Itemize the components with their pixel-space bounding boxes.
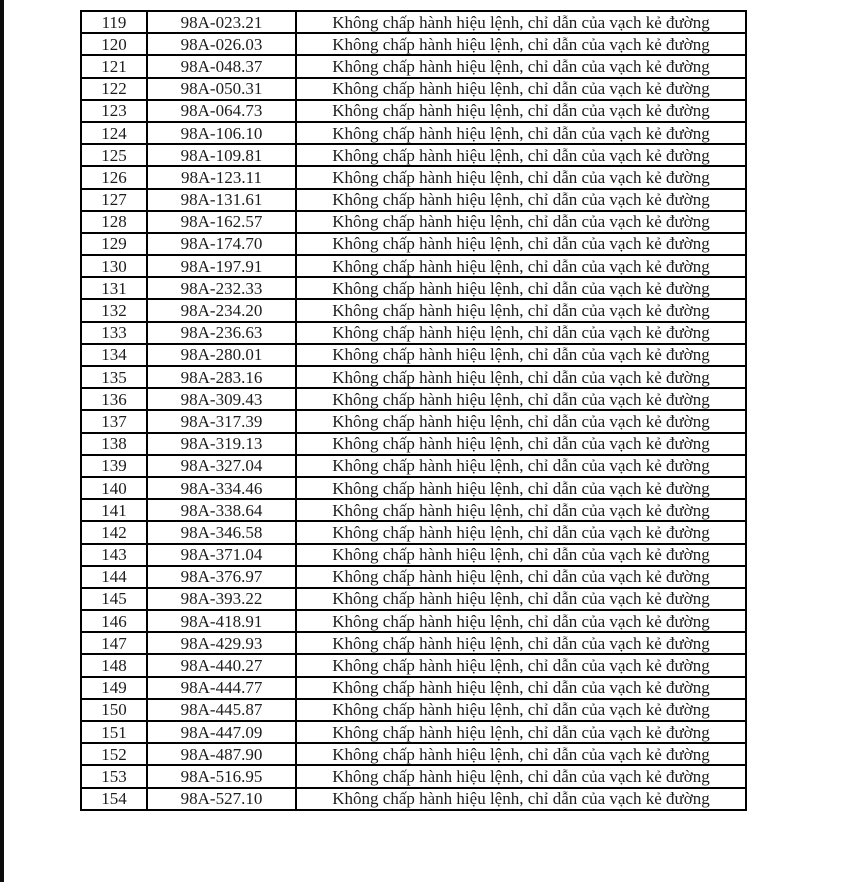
table-row: [81, 632, 746, 654]
table-row: [81, 699, 746, 721]
table-row: [81, 122, 746, 144]
row-number-cell: 124: [81, 122, 147, 144]
row-number-cell: 119: [81, 11, 147, 33]
row-number-cell: 153: [81, 765, 147, 787]
violation-cell: Không chấp hành hiệu lệnh, chỉ dẫn của vạch kẻ đường: [296, 410, 746, 432]
row-number-cell: 125: [81, 144, 147, 166]
row-number-cell: 121: [81, 55, 147, 77]
violation-table: [80, 10, 747, 811]
table-row: [81, 499, 746, 521]
violation-cell: Không chấp hành hiệu lệnh, chỉ dẫn của vạch kẻ đường: [296, 765, 746, 787]
table-row: [81, 654, 746, 676]
plate-cell: 98A-371.04: [147, 544, 296, 566]
row-number-cell: 144: [81, 566, 147, 588]
plate-cell: 98A-429.93: [147, 632, 296, 654]
row-number-cell: 134: [81, 344, 147, 366]
plate-cell: 98A-109.81: [147, 144, 296, 166]
violation-cell: Không chấp hành hiệu lệnh, chỉ dẫn của vạch kẻ đường: [296, 699, 746, 721]
plate-cell: 98A-516.95: [147, 765, 296, 787]
table-row: [81, 211, 746, 233]
row-number-cell: 133: [81, 322, 147, 344]
row-number-cell: 151: [81, 721, 147, 743]
table-row: [81, 144, 746, 166]
table-row: [81, 299, 746, 321]
row-number-cell: 123: [81, 100, 147, 122]
table-row: [81, 55, 746, 77]
row-number-cell: 152: [81, 743, 147, 765]
table-row: [81, 166, 746, 188]
violation-cell: Không chấp hành hiệu lệnh, chỉ dẫn của vạch kẻ đường: [296, 566, 746, 588]
table-row: [81, 544, 746, 566]
violation-cell: Không chấp hành hiệu lệnh, chỉ dẫn của vạch kẻ đường: [296, 100, 746, 122]
violation-cell: Không chấp hành hiệu lệnh, chỉ dẫn của vạch kẻ đường: [296, 743, 746, 765]
violation-cell: Không chấp hành hiệu lệnh, chỉ dẫn của vạch kẻ đường: [296, 455, 746, 477]
row-number-cell: 147: [81, 632, 147, 654]
violation-cell: Không chấp hành hiệu lệnh, chỉ dẫn của vạch kẻ đường: [296, 122, 746, 144]
row-number-cell: 145: [81, 588, 147, 610]
violation-cell: Không chấp hành hiệu lệnh, chỉ dẫn của vạch kẻ đường: [296, 166, 746, 188]
row-number-cell: 129: [81, 233, 147, 255]
plate-cell: 98A-064.73: [147, 100, 296, 122]
plate-cell: 98A-334.46: [147, 477, 296, 499]
plate-cell: 98A-346.58: [147, 521, 296, 543]
table-row: [81, 677, 746, 699]
plate-cell: 98A-418.91: [147, 610, 296, 632]
plate-cell: 98A-283.16: [147, 366, 296, 388]
plate-cell: 98A-393.22: [147, 588, 296, 610]
row-number-cell: 128: [81, 211, 147, 233]
table-row: [81, 78, 746, 100]
plate-cell: 98A-280.01: [147, 344, 296, 366]
row-number-cell: 142: [81, 521, 147, 543]
violation-cell: Không chấp hành hiệu lệnh, chỉ dẫn của vạch kẻ đường: [296, 33, 746, 55]
row-number-cell: 138: [81, 433, 147, 455]
plate-cell: 98A-376.97: [147, 566, 296, 588]
violation-cell: Không chấp hành hiệu lệnh, chỉ dẫn của vạch kẻ đường: [296, 544, 746, 566]
row-number-cell: 139: [81, 455, 147, 477]
violation-cell: Không chấp hành hiệu lệnh, chỉ dẫn của vạch kẻ đường: [296, 211, 746, 233]
table-row: [81, 566, 746, 588]
violation-cell: Không chấp hành hiệu lệnh, chỉ dẫn của vạch kẻ đường: [296, 299, 746, 321]
violation-cell: Không chấp hành hiệu lệnh, chỉ dẫn của vạch kẻ đường: [296, 366, 746, 388]
plate-cell: 98A-174.70: [147, 233, 296, 255]
row-number-cell: 122: [81, 78, 147, 100]
violation-cell: Không chấp hành hiệu lệnh, chỉ dẫn của vạch kẻ đường: [296, 632, 746, 654]
row-number-cell: 120: [81, 33, 147, 55]
violation-cell: Không chấp hành hiệu lệnh, chỉ dẫn của vạch kẻ đường: [296, 721, 746, 743]
table-row: [81, 721, 746, 743]
violation-cell: Không chấp hành hiệu lệnh, chỉ dẫn của vạch kẻ đường: [296, 588, 746, 610]
table-row: [81, 410, 746, 432]
plate-cell: 98A-447.09: [147, 721, 296, 743]
row-number-cell: 154: [81, 788, 147, 810]
plate-cell: 98A-232.33: [147, 277, 296, 299]
table-row: [81, 788, 746, 810]
table-row: [81, 344, 746, 366]
table-row: [81, 433, 746, 455]
table-row: [81, 765, 746, 787]
violation-cell: Không chấp hành hiệu lệnh, chỉ dẫn của vạch kẻ đường: [296, 233, 746, 255]
row-number-cell: 130: [81, 255, 147, 277]
row-number-cell: 131: [81, 277, 147, 299]
table-row: [81, 366, 746, 388]
plate-cell: 98A-162.57: [147, 211, 296, 233]
plate-cell: 98A-048.37: [147, 55, 296, 77]
violation-cell: Không chấp hành hiệu lệnh, chỉ dẫn của vạch kẻ đường: [296, 610, 746, 632]
table-row: [81, 189, 746, 211]
table-row: [81, 477, 746, 499]
row-number-cell: 148: [81, 654, 147, 676]
row-number-cell: 146: [81, 610, 147, 632]
plate-cell: 98A-445.87: [147, 699, 296, 721]
plate-cell: 98A-444.77: [147, 677, 296, 699]
row-number-cell: 127: [81, 189, 147, 211]
table-row: [81, 388, 746, 410]
scan-edge-bar: [0, 0, 4, 882]
table-body: [81, 11, 746, 810]
plate-cell: 98A-338.64: [147, 499, 296, 521]
plate-cell: 98A-440.27: [147, 654, 296, 676]
table-row: [81, 33, 746, 55]
plate-cell: 98A-023.21: [147, 11, 296, 33]
violation-cell: Không chấp hành hiệu lệnh, chỉ dẫn của vạch kẻ đường: [296, 78, 746, 100]
table-row: [81, 255, 746, 277]
table-row: [81, 277, 746, 299]
plate-cell: 98A-527.10: [147, 788, 296, 810]
plate-cell: 98A-123.11: [147, 166, 296, 188]
violation-cell: Không chấp hành hiệu lệnh, chỉ dẫn của vạch kẻ đường: [296, 255, 746, 277]
violation-cell: Không chấp hành hiệu lệnh, chỉ dẫn của vạch kẻ đường: [296, 322, 746, 344]
plate-cell: 98A-319.13: [147, 433, 296, 455]
violation-cell: Không chấp hành hiệu lệnh, chỉ dẫn của vạch kẻ đường: [296, 499, 746, 521]
row-number-cell: 135: [81, 366, 147, 388]
row-number-cell: 140: [81, 477, 147, 499]
violation-cell: Không chấp hành hiệu lệnh, chỉ dẫn của vạch kẻ đường: [296, 433, 746, 455]
table-row: [81, 588, 746, 610]
row-number-cell: 126: [81, 166, 147, 188]
plate-cell: 98A-487.90: [147, 743, 296, 765]
table-row: [81, 521, 746, 543]
table-row: [81, 100, 746, 122]
row-number-cell: 150: [81, 699, 147, 721]
plate-cell: 98A-317.39: [147, 410, 296, 432]
violation-cell: Không chấp hành hiệu lệnh, chỉ dẫn của vạch kẻ đường: [296, 677, 746, 699]
table-row: [81, 233, 746, 255]
plate-cell: 98A-106.10: [147, 122, 296, 144]
violation-cell: Không chấp hành hiệu lệnh, chỉ dẫn của vạch kẻ đường: [296, 654, 746, 676]
table-row: [81, 610, 746, 632]
table-row: [81, 743, 746, 765]
plate-cell: 98A-197.91: [147, 255, 296, 277]
violation-cell: Không chấp hành hiệu lệnh, chỉ dẫn của vạch kẻ đường: [296, 521, 746, 543]
plate-cell: 98A-131.61: [147, 189, 296, 211]
row-number-cell: 149: [81, 677, 147, 699]
violation-cell: Không chấp hành hiệu lệnh, chỉ dẫn của vạch kẻ đường: [296, 11, 746, 33]
plate-cell: 98A-309.43: [147, 388, 296, 410]
violation-cell: Không chấp hành hiệu lệnh, chỉ dẫn của vạch kẻ đường: [296, 55, 746, 77]
plate-cell: 98A-026.03: [147, 33, 296, 55]
plate-cell: 98A-234.20: [147, 299, 296, 321]
violation-cell: Không chấp hành hiệu lệnh, chỉ dẫn của vạch kẻ đường: [296, 144, 746, 166]
row-number-cell: 137: [81, 410, 147, 432]
violation-cell: Không chấp hành hiệu lệnh, chỉ dẫn của vạch kẻ đường: [296, 189, 746, 211]
plate-cell: 98A-236.63: [147, 322, 296, 344]
table-row: [81, 322, 746, 344]
table-row: [81, 11, 746, 33]
violation-cell: Không chấp hành hiệu lệnh, chỉ dẫn của vạch kẻ đường: [296, 388, 746, 410]
violation-cell: Không chấp hành hiệu lệnh, chỉ dẫn của vạch kẻ đường: [296, 477, 746, 499]
row-number-cell: 141: [81, 499, 147, 521]
plate-cell: 98A-327.04: [147, 455, 296, 477]
violation-cell: Không chấp hành hiệu lệnh, chỉ dẫn của vạch kẻ đường: [296, 344, 746, 366]
table-row: [81, 455, 746, 477]
plate-cell: 98A-050.31: [147, 78, 296, 100]
row-number-cell: 132: [81, 299, 147, 321]
row-number-cell: 143: [81, 544, 147, 566]
violation-cell: Không chấp hành hiệu lệnh, chỉ dẫn của vạch kẻ đường: [296, 277, 746, 299]
row-number-cell: 136: [81, 388, 147, 410]
violation-cell: Không chấp hành hiệu lệnh, chỉ dẫn của vạch kẻ đường: [296, 788, 746, 810]
